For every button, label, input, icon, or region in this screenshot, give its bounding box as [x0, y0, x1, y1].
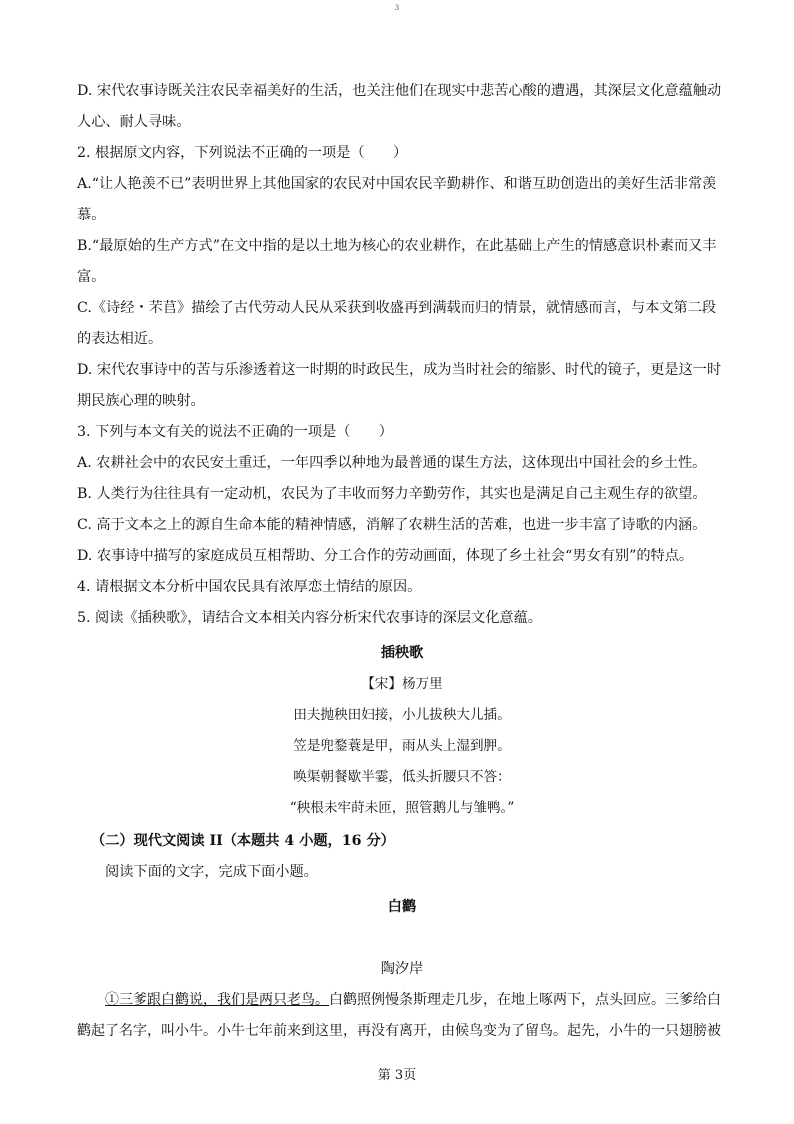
- poem-line: 田夫抛秧田妇接，小儿拔秧大儿插。: [293, 707, 511, 723]
- paragraph-text: 白鹳照例慢条斯理走几步，在地上啄两下，点头回应。三爹给白鹳起了名字，叫小牛。小牛七年前来到这里，再没有离开，由候鸟变为了留鸟。起先，小牛的一只翅膀被: [77, 992, 721, 1039]
- poem-title: 插秧歌: [380, 645, 424, 661]
- question-2-option-d: D. 宋代农事诗中的苦与乐渗透着这一时期的时政民生，成为当时社会的缩影、时代的镜子，更是这一时期民族心理的映射。: [77, 362, 722, 409]
- question-2-option-b: B.“最原始的生产方式”在文中指的是以土地为核心的农业耕作，在此基础上产生的情感意识朴素而又丰富。: [77, 238, 717, 285]
- question-3-option-c: C. 高于文本之上的源自生命本能的精神情感，消解了农耕生活的苦难，也进一步丰富了诗歌的内涵。: [77, 517, 707, 533]
- poem-line: 唤渠朝餐歇半霎，低头折腰只不答：: [293, 769, 511, 785]
- question-3-option-b: B. 人类行为往往具有一定动机，农民为了丰收而努力辛勤劳作，其实也是满足自己主观生存的欲望。: [77, 486, 707, 502]
- poem-author: 【宋】杨万里: [361, 676, 443, 692]
- question-3-option-a: A. 农耕社会中的农民安土重迁，一年四季以种地为最普通的谋生方法，这体现出中国社会的乡土性。: [77, 455, 707, 471]
- poem-line: 笠是兜鍪蓑是甲，雨从头上湿到胛。: [293, 738, 511, 754]
- question-2-option-c: C.《诗经・芣苢》描绘了古代劳动人民从采获到收盛再到满载而归的情景，就情感而言，与本文第二段的表达相近。: [77, 300, 717, 347]
- question-3-option-d: D. 农事诗中描写的家庭成员互相帮助、分工合作的劳动画面，体现了乡土社会“男女有别”的特点。: [77, 548, 694, 564]
- document-body: [77, 76, 727, 1047]
- question-2-stem: 2. 根据原文内容，下列说法不正确的一项是（ ）: [77, 145, 408, 161]
- story-title: 白鹳: [387, 899, 417, 915]
- section-instruction: 阅读下面的文字，完成下面小题。: [105, 864, 318, 880]
- underlined-sentence: ①三爹跟白鹳说，我们是两只老鸟。: [105, 992, 329, 1008]
- question-4: 4. 请根据文本分析中国农民具有浓厚恋土情结的原因。: [77, 579, 422, 595]
- question-5: 5. 阅读《插秧歌》，请结合文本相关内容分析宋代农事诗的深层文化意蕴。: [77, 610, 542, 626]
- story-author: 陶汐岸: [380, 961, 424, 977]
- question-3-stem: 3. 下列与本文有关的说法不正确的一项是（ ）: [77, 424, 393, 440]
- page-top-mark: 3: [394, 4, 400, 12]
- question-1-option-d: D. 宋代农事诗既关注农民幸福美好的生活，也关注他们在现实中悲苦心酸的遭遇，其深层文化意蕴触动人心、耐人寻味。: [77, 83, 722, 130]
- story-paragraph-1: [77, 985, 727, 1047]
- section-heading: （二）现代文阅读 II（本题共 4 小题，16 分）: [91, 833, 395, 849]
- page-number: 第 3页: [377, 1068, 417, 1083]
- poem-line: “秧根未牢莳未匝，照管鹅儿与雏鸭。”: [289, 800, 515, 816]
- question-2-option-a: A.“让人艳羡不已”表明世界上其他国家的农民对中国农民辛勤耕作、和谐互助创造出的美好生活非常羡慕。: [77, 176, 717, 223]
